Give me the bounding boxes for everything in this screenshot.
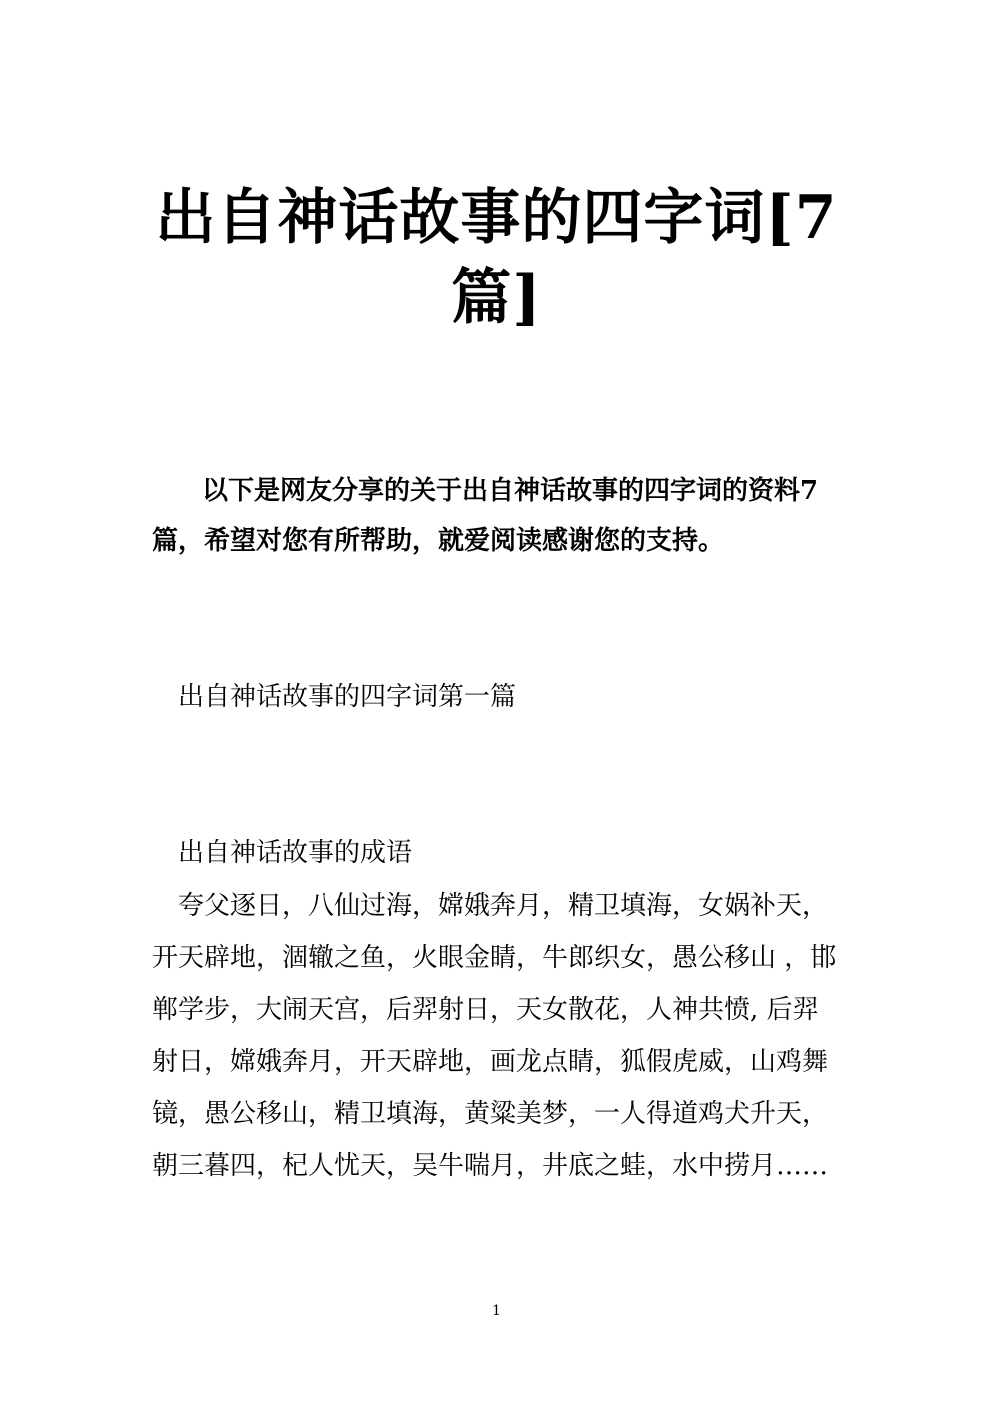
idiom-paragraph: 夸父逐日，八仙过海，嫦娥奔月，精卫填海，女娲补天，开天辟地，涸辙之鱼，火眼金睛，牛郎织女，愚公移山 ，邯郸学步，大闹天宫，后羿射日，天女散花，人神共愤, 后羿射日，嫦娥奔月，开天辟地，画龙点睛，狐假虎威，山鸡舞镜，愚公移山，精卫填海，黄粱美梦，一人得道鸡犬升天，朝三暮四，杞人忧天，吴牛喘月，井底之蛙，水中捞月……	[152, 891, 837, 1181]
section-heading: 出自神话故事的成语	[178, 838, 413, 868]
page-number: 1	[492, 1303, 501, 1319]
chapter-heading: 出自神话故事的四字词第一篇	[178, 682, 517, 712]
intro-paragraph: 以下是网友分享的关于出自神话故事的四字词的资料7篇，希望对您有所帮助，就爱阅读感谢您的支持。	[152, 476, 819, 556]
document-title: 出自神话故事的四字词[7篇]	[155, 183, 838, 333]
